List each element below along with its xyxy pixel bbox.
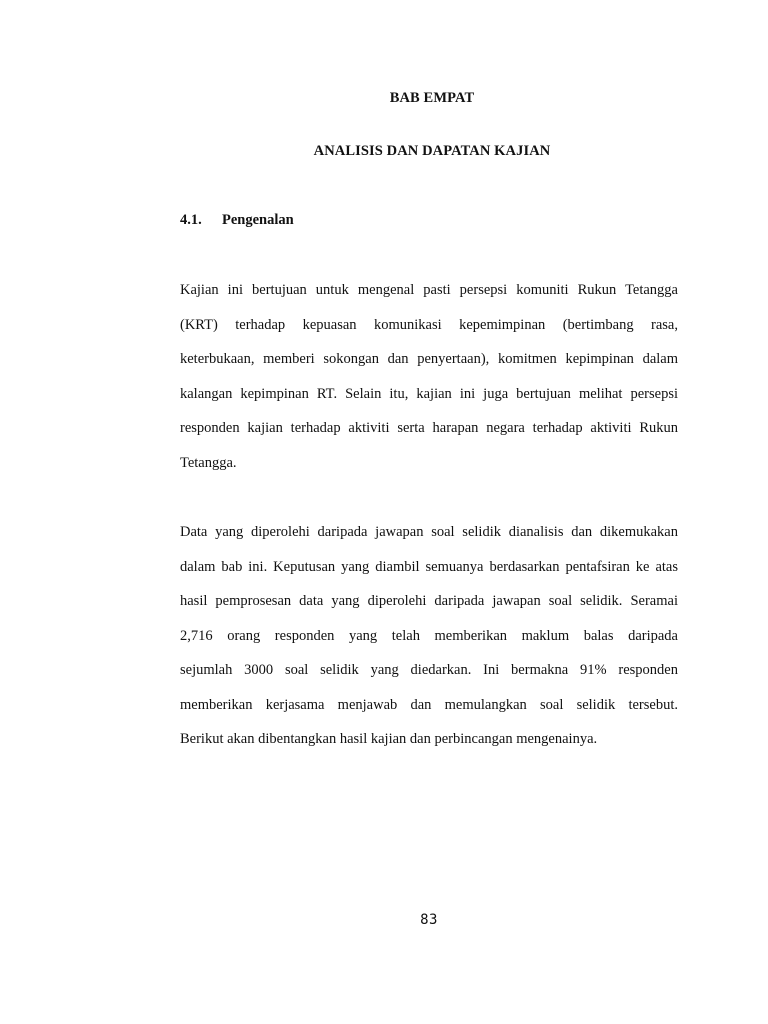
paragraph-line: memberikan kerjasama menjawab dan memulangkan soal selidik tersebut. bbox=[180, 696, 678, 713]
paragraph-data-collection bbox=[180, 515, 678, 757]
paragraph-line: Berikut akan dibentangkan hasil kajian dan perbincangan mengenainya. bbox=[180, 731, 598, 747]
paragraph-line: responden kajian terhadap aktiviti serta harapan negara terhadap aktiviti Rukun bbox=[180, 420, 678, 436]
paragraph-line: dalam bab ini. Keputusan yang diambil semuanya berdasarkan pentafsiran ke atas bbox=[180, 558, 678, 575]
section-heading bbox=[180, 212, 294, 229]
paragraph-line: sejumlah 3000 soal selidik yang diedarkan. Ini bermakna 91% responden bbox=[180, 662, 678, 678]
chapter-heading: BAB EMPAT bbox=[389, 90, 475, 106]
paragraph-line: keterbukaan, memberi sokongan dan penyertaan), komitmen kepimpinan dalam bbox=[180, 351, 678, 367]
paragraph-introduction bbox=[180, 273, 678, 480]
paragraph-line: kalangan kepimpinan RT. Selain itu, kajian ini juga bertujuan melihat persepsi bbox=[180, 385, 678, 402]
paragraph-line: (KRT) terhadap kepuasan komunikasi kepemimpinan (bertimbang rasa, bbox=[180, 316, 678, 333]
paragraph-line: hasil pemprosesan data yang diperolehi daripada jawapan soal selidik. Seramai bbox=[180, 593, 678, 609]
section-title: Pengenalan bbox=[222, 212, 294, 228]
page-number: 83 bbox=[420, 912, 438, 928]
paragraph-line: Data yang diperolehi daripada jawapan soal selidik dianalisis dan dikemukakan bbox=[180, 524, 678, 540]
paragraph-line: Tetangga. bbox=[180, 454, 237, 471]
paragraph-line: 2,716 orang responden yang telah memberikan maklum balas daripada bbox=[180, 627, 678, 644]
chapter-title: ANALISIS DAN DAPATAN KAJIAN bbox=[313, 143, 551, 159]
paragraph-line: Kajian ini bertujuan untuk mengenal pasti persepsi komuniti Rukun Tetangga bbox=[180, 282, 678, 298]
section-number: 4.1. bbox=[180, 212, 202, 228]
